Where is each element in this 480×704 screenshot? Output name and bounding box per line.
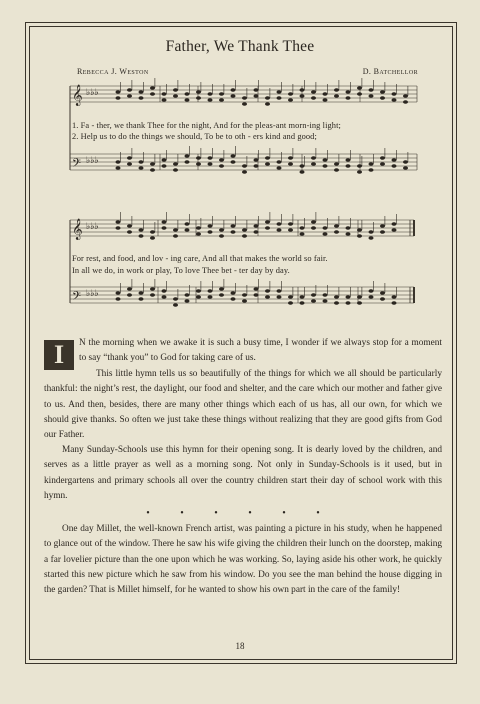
hymn-title: Father, We Thank Thee [165,38,315,55]
lyric-line-1a: 1. Fa - ther, we thank Thee for the night, And for the pleas-ant morn-ing light; [72,121,341,130]
paragraph-intro: N the morning when we awake it is such a busy time, I wonder if we always stop for a moment to say “thank you” to God for taking care of us. [79,338,442,364]
paragraph-sunday-schools [44,443,442,504]
paragraph-3: Many Sunday-Schools use this hymn for their opening song. It is dearly loved by the children, and serves as a little prayer as well as a morning song. Not only in Sunday-Schools is it used, but in kindergartens and primary schools all over the country children start their day of school work with this hymn. [44,445,442,501]
drop-cap: I [44,340,74,370]
paragraph-4: One day Millet, the well-known French artist, was painting a picture in his study, when he happened to glance out of the window. There he saw his wife giving the children their lunch on the doorstep, making a far lovelier picture than the one upon which he was working. So, laying aside his other work, he quickly started this new picture which he saw from his window. Do you see the man behind the house digging in the garden? That is Millet himself, for he wanted to show his own part in the care of the family! [44,524,442,596]
author-credit: Rebecca J. Weston [77,67,149,76]
svg-text:♭♭♭: ♭♭♭ [86,221,99,231]
svg-text:𝄞: 𝄞 [72,219,83,240]
svg-text:♭♭♭: ♭♭♭ [86,288,99,298]
lyric-line-2a: For rest, and food, and lov - ing care, And all that makes the world so fair. [72,254,328,263]
svg-text:♭♭♭: ♭♭♭ [86,155,99,165]
svg-text:𝄞: 𝄞 [72,85,83,106]
composer-credit: D. Batchellor [362,67,418,76]
svg-text:♭♭♭: ♭♭♭ [86,87,99,97]
section-separator: • • • • • • [146,508,334,519]
paragraph-millet [44,522,442,598]
lyric-line-2b: In all we do, in work or play, To love Thee bet - ter day by day. [72,266,290,275]
paragraph-hymn [44,367,442,443]
lyric-line-1b: 2. Help us to do the things we should, To be to oth - ers kind and good; [72,132,317,141]
svg-text:𝄢: 𝄢 [72,157,82,173]
page-number: 18 [235,641,245,651]
svg-text:𝄢: 𝄢 [72,290,82,306]
paragraph-2: This little hymn tells us so beautifully of the things for which we all should be particularly thankful: the night’s rest, the daylight, our food and shelter, and the care which our mother and father give to us. And then, besides, there are many other things which each of us has, all our own, for which we should give thanks. So often we just take these things without realizing that they are good gifts from God our Father. [44,369,442,441]
